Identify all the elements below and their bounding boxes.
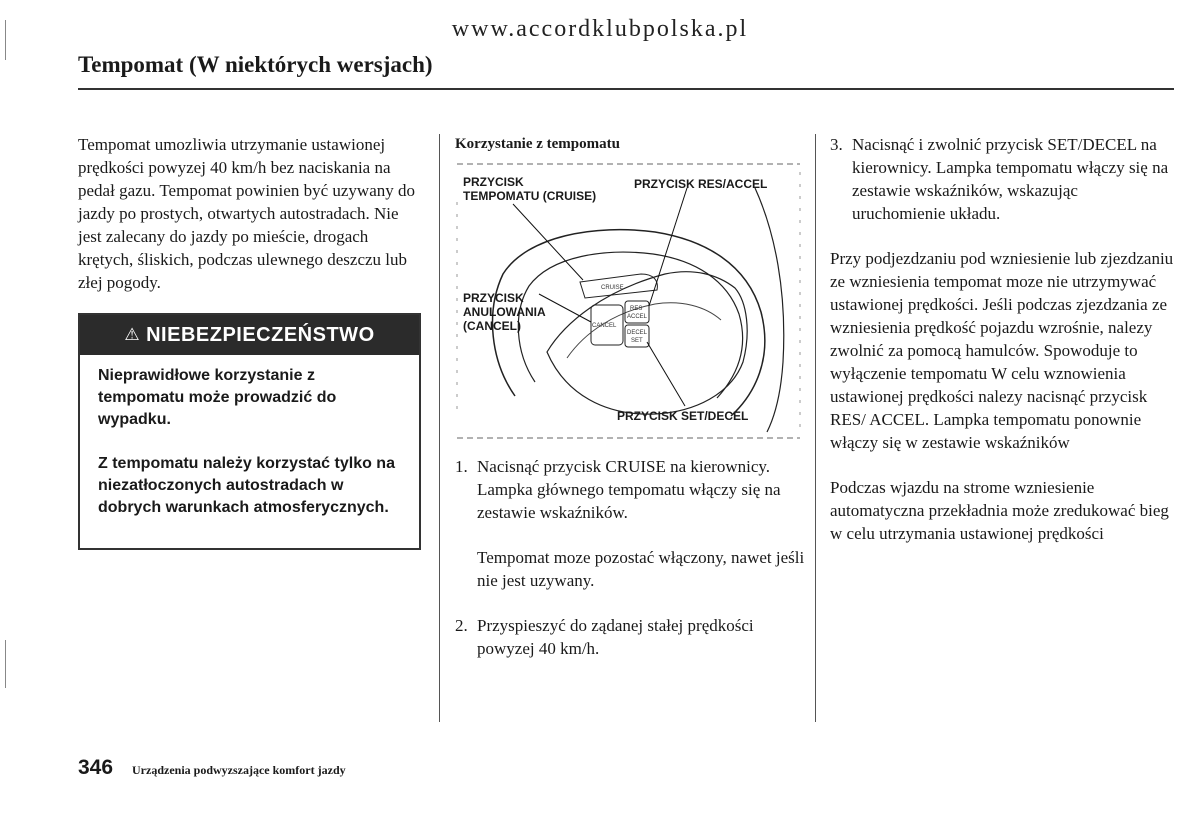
leader-res (649, 188, 687, 306)
edge-mark-bottom (5, 640, 6, 688)
leader-cancel (539, 294, 591, 322)
page-number: 346 (78, 756, 114, 779)
label-cancel-2: ANULOWANIA (463, 305, 546, 319)
btn-cancel-text: CANCEL (592, 323, 617, 329)
warning-body (98, 365, 403, 541)
column-divider-left (439, 134, 440, 722)
step-number: 1. (455, 457, 468, 476)
step-text: Nacisnąć przycisk CRUISE na kierownicy. Lampka głównego tempomatu włączy się na zestawie wskaźników. (477, 457, 781, 522)
steep-paragraph: Podczas wjazdu na strome wzniesienie automatyczna przekładnia może zredukować bieg w celu utrzymania ustawionej prędkości (830, 478, 1169, 543)
btn-res-text-1: RES (630, 306, 643, 312)
warning-triangle-icon: ⚠ (124, 325, 141, 344)
label-res: PRZYCISK RES/ACCEL (634, 177, 768, 191)
footer-section-title: Urządzenia podwyzszające komfort jazdy (132, 763, 346, 777)
step-3 (830, 133, 1175, 225)
steering-wheel-illustration (455, 162, 802, 442)
btn-cruise-text: CRUISE (601, 285, 624, 291)
intro-paragraph (78, 133, 423, 294)
step-item (455, 455, 805, 524)
step-1 (455, 455, 805, 524)
warning-text-1: Nieprawidłowe korzystanie z tempomatu może prowadzić do wypadku. (98, 367, 337, 428)
incline-paragraph: Przy podjezdzaniu pod wzniesienie lub zjezdzaniu ze wzniesienia tempomat moze nie utrzymywać ustawionej prędkości. Jeśli podczas zjezdzania ze wzniesienia prędkość pojazdu wzrośnie, nalezy zwolnić za pomocą hamulców. Spowoduje to wyłączenie tempomatu W celu wznowienia ustawionej prędkości nalezy nacisnąć przycisk RES/ ACCEL. Lampka tempomatu ponownie włączy się w zestawie wskaźników (830, 249, 1174, 452)
label-cancel-1: PRZYCISK (463, 291, 524, 305)
warning-heading: NIEBEZPIECZEŃSTWO (146, 323, 375, 346)
label-cruise-1: PRZYCISK (463, 175, 524, 189)
intro-text: Tempomat umozliwia utrzymanie ustawionej prędkości powyzej 40 km/h bez naciskania na pedał gazu. Tempomat powinien być uzywany do jazdy po prostych, otwartych autostradach. Nie jest zalecany do jazdy po mieście, drogach krętych, śliskich, podczas ulewnego deszczu lub złej pogody. (78, 135, 415, 292)
warning-text-2: Z tempomatu należy korzystać tylko na niezatłoczonych autostradach w dobrych warunkach atmosferycznych. (98, 455, 395, 516)
step-1-note (455, 546, 805, 592)
title-rule (78, 88, 1174, 90)
label-set: PRZYCISK SET/DECEL (617, 409, 749, 423)
step-number: 2. (455, 616, 468, 635)
column-divider-right (815, 134, 816, 722)
label-cancel-3: (CANCEL) (463, 319, 521, 333)
btn-set-text-1: DECEL (627, 330, 648, 336)
right-column (830, 133, 1175, 545)
leader-set (647, 342, 685, 406)
label-cruise-2: TEMPOMATU (CRUISE) (463, 189, 597, 203)
wheel-rim-far (755, 188, 784, 432)
btn-res-text-2: ACCEL (627, 314, 648, 320)
btn-set-text-2: SET (631, 338, 643, 344)
section-heading: Korzystanie z tempomatu (455, 136, 620, 152)
step-text: Nacisnąć i zwolnić przycisk SET/DECEL na kierownicy. Lampka tempomatu włączy się na zestawie wskaźników, wskazując uruchomienie układu. (852, 135, 1169, 223)
step-note-text: Tempomat moze pozostać włączony, nawet jeśli nie jest uzywany. (477, 548, 805, 590)
step-2 (455, 614, 805, 660)
watermark-url: www.accordklubpolska.pl (451, 16, 749, 42)
step-item (455, 614, 805, 660)
steering-wheel-figure (455, 162, 802, 442)
step-number: 3. (830, 135, 843, 154)
edge-mark-top (5, 20, 6, 60)
page-title: Tempomat (W niektórych wersjach) (78, 52, 433, 77)
warning-box (78, 313, 421, 550)
step-text: Przyspieszyć do ządanej stałej prędkości powyzej 40 km/h. (477, 616, 754, 658)
warning-header (80, 315, 419, 355)
